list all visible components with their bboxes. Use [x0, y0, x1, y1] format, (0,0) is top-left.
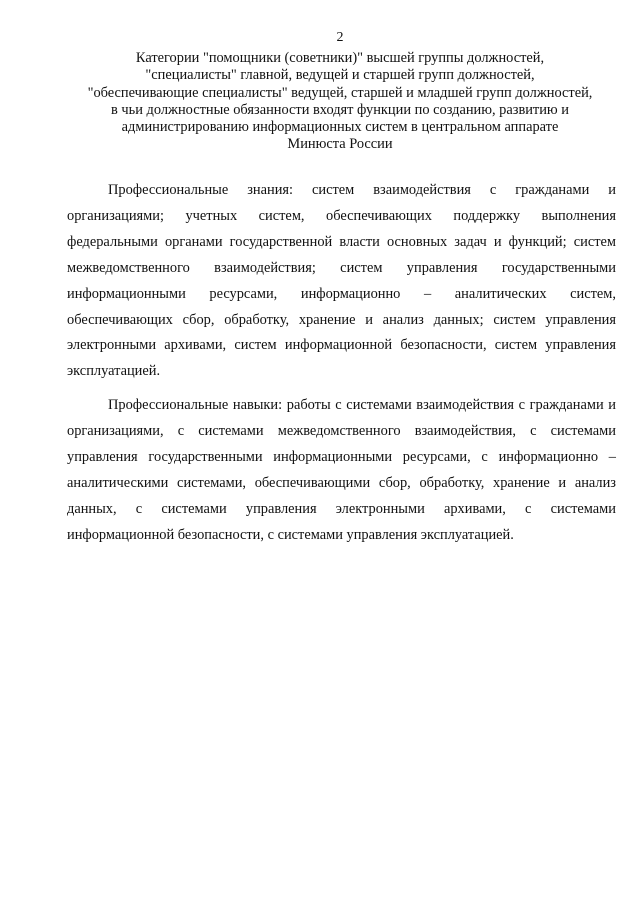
heading-line: в чьи должностные обязанности входят функции по созданию, развитию и: [111, 101, 569, 118]
heading-line: "обеспечивающие специалисты" ведущей, старшей и младшей групп должностей,: [87, 84, 593, 101]
paragraph-professional-skills: Профессиональные навыки: работы с системами взаимодействия с гражданами и организациями, с системами межведомственного взаимодействия, с системами управления государственными информационными ресурсами, с информационно – аналитическими системами, обеспечивающими сбор, обработку, хранение и анализ данных, с системами управления электронными архивами, с системами информационной безопасности, с системами управления эксплуатацией.: [67, 397, 616, 543]
heading-line: Минюста России: [287, 136, 393, 153]
document-body: [67, 178, 616, 557]
heading-line: "специалисты" главной, ведущей и старшей групп должностей,: [145, 67, 535, 84]
page-number: 2: [336, 30, 344, 45]
document-heading: [60, 50, 620, 154]
heading-line: Категории "помощники (советники)" высшей группы должностей,: [135, 50, 545, 66]
paragraph-professional-knowledge: Профессиональные знания: систем взаимодействия с гражданами и организациями; учетных систем, обеспечивающих поддержку выполнения федеральными органами государственной власти основных задач и функций; систем межведомственного взаимодействия; систем управления государственными информационными ресурсами, информационно – аналитических систем, обеспечивающих сбор, обработку, хранение и анализ данных; систем управления электронными архивами, систем информационной безопасности, систем управления эксплуатацией.: [67, 182, 616, 380]
heading-line: администрированию информационных систем в центральном аппарате: [121, 119, 559, 136]
